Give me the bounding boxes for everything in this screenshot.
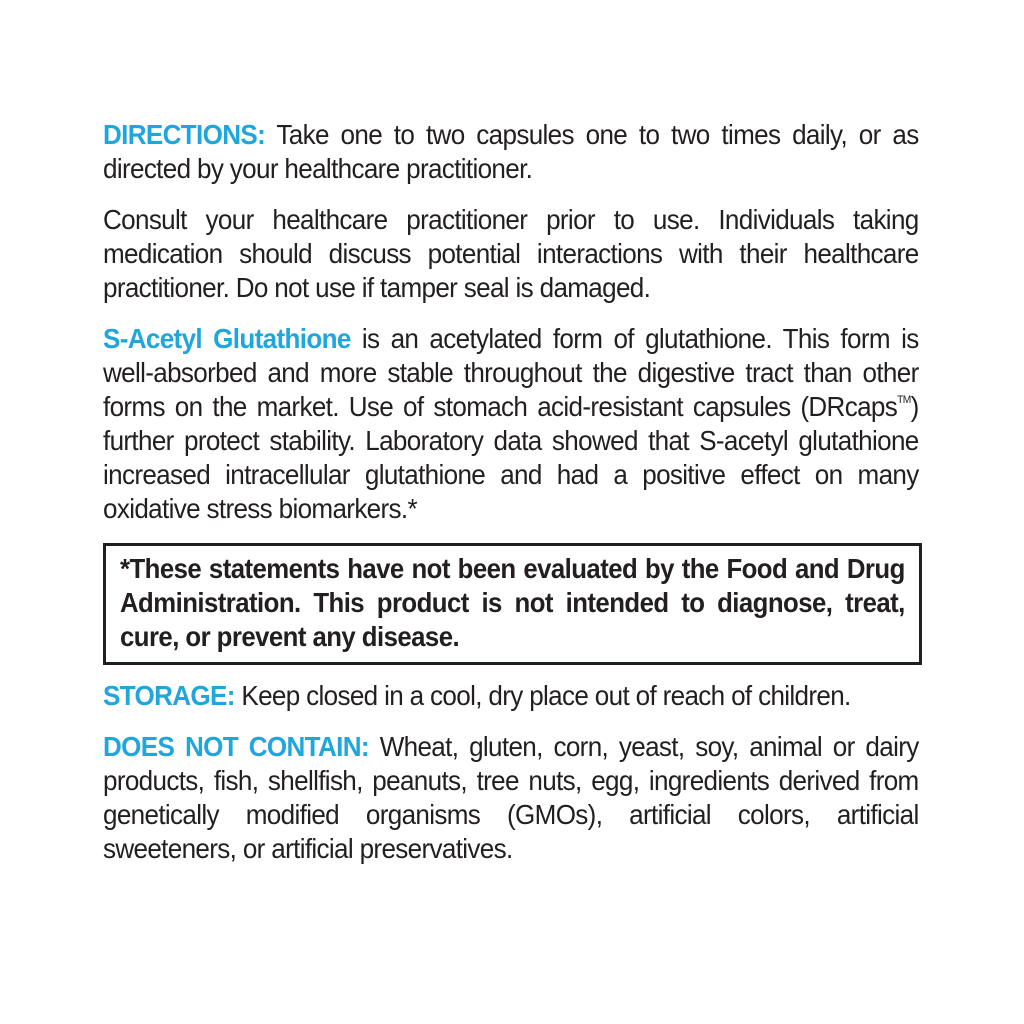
product-name: S-Acetyl Glutathione bbox=[103, 323, 351, 354]
does-not-contain-paragraph bbox=[103, 730, 919, 866]
trademark-symbol: TM bbox=[897, 394, 911, 406]
storage-paragraph bbox=[103, 679, 919, 713]
fda-disclaimer-text: *These statements have not been evaluated by the Food and Drug Administration. This product is not intended to diagnose, treat, cure, or prevent any disease. bbox=[120, 553, 905, 652]
description-text-part2: ) further protect stability. Laboratory data showed that S-acetyl glutathione increased intracellular glutathione and had a positive effect on many oxidative stress biomarkers.* bbox=[103, 391, 919, 524]
directions-paragraph bbox=[103, 118, 919, 186]
consult-paragraph bbox=[103, 203, 919, 305]
supplement-label-panel bbox=[103, 118, 919, 883]
storage-heading: STORAGE: bbox=[103, 680, 235, 711]
fda-disclaimer-box bbox=[103, 543, 922, 665]
directions-text: Take one to two capsules one to two times daily, or as directed by your healthcare practitioner. bbox=[103, 119, 919, 184]
does-not-contain-heading: DOES NOT CONTAIN: bbox=[103, 731, 369, 762]
does-not-contain-text: Wheat, gluten, corn, yeast, soy, animal or dairy products, fish, shellfish, peanuts, tree nuts, egg, ingredients derived from genetically modified organisms (GMOs), artificial colors, artificial sweeteners, or artificial preservatives. bbox=[103, 731, 919, 864]
storage-text: Keep closed in a cool, dry place out of reach of children. bbox=[234, 680, 851, 711]
description-text-part1: is an acetylated form of glutathione. This form is well-absorbed and more stable throughout the digestive tract than other forms on the market. Use of stomach acid-resistant capsules (DRcaps bbox=[103, 323, 919, 422]
description-paragraph bbox=[103, 322, 919, 526]
consult-text: Consult your healthcare practitioner prior to use. Individuals taking medication should discuss potential interactions with their healthcare practitioner. Do not use if tamper seal is damaged. bbox=[103, 204, 919, 303]
directions-heading: DIRECTIONS: bbox=[103, 119, 266, 150]
